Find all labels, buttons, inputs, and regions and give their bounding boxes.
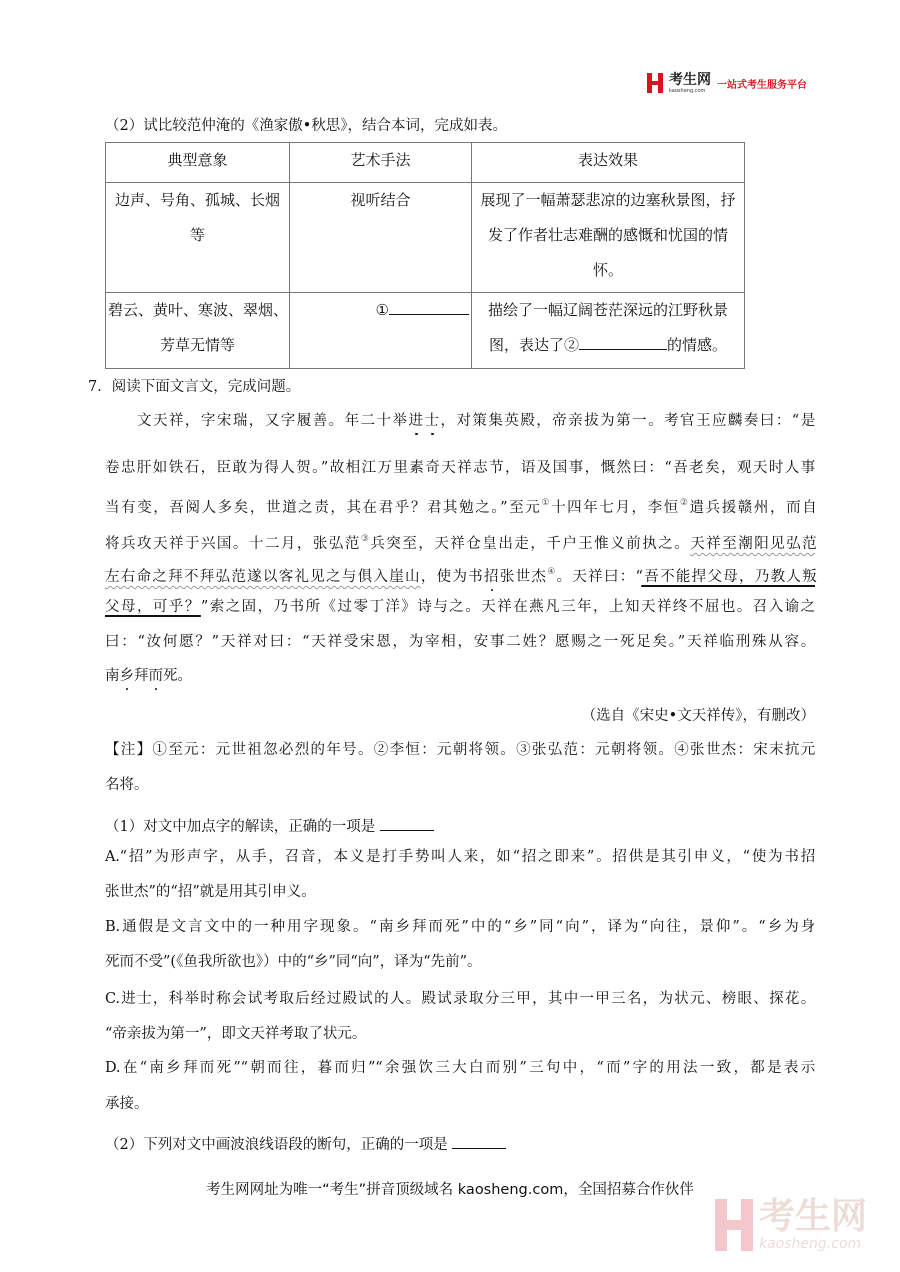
header-logo xyxy=(647,72,807,94)
option-b-cont: 死而不受”(《鱼我所欲也》）中的“乡”同“向”，译为“先前”。 xyxy=(105,954,482,970)
cell-text: 碧云、黄叶、寒波、翠烟、 xyxy=(108,301,289,319)
table-header: 表达效果 xyxy=(472,143,745,183)
passage-text: 十四年七月，李恒 xyxy=(551,500,680,516)
note-marker: ① xyxy=(541,498,552,508)
passage-text: 曰：“汝何愿？”天祥对曰：“天祥受宋恩，为宰相，安事二姓？愿赐之一死足矣。”天祥临刑殊从容。 xyxy=(105,634,815,650)
question-7-title: 7．阅读下面文言文，完成问题。 xyxy=(88,379,301,395)
watermark-brand: 考生网 xyxy=(759,1196,868,1237)
blank-marker: ① xyxy=(375,301,389,319)
passage-text: 张世杰 xyxy=(499,569,548,585)
passage-text: 南 xyxy=(105,668,120,684)
note-marker: ③ xyxy=(360,534,371,544)
table-row xyxy=(106,183,745,293)
cell-text: 怀。 xyxy=(592,261,623,279)
logo-mark-icon xyxy=(647,73,663,93)
option-a: A.“招”为形声字，从手，召音，本义是打手势叫人来，如“招之即来”。招供是其引申义，“使为书招 xyxy=(105,849,815,865)
dotted-char: 招 xyxy=(484,569,500,585)
passage-source: （选自《宋史•文天祥传》，有删改） xyxy=(581,708,815,724)
table-cell: 视听结合 xyxy=(290,183,472,293)
sub-question-1 xyxy=(105,812,815,837)
cell-text: 描绘了一幅辽阔苍茫深远的江野秋景 xyxy=(487,301,728,319)
comparison-table xyxy=(105,142,745,369)
option-d-cont: 承接。 xyxy=(105,1096,149,1112)
dotted-char: 士 xyxy=(424,413,441,429)
option-c: C.进士，科举时称会试考取后经过殿试的人。殿试录取分三甲，其中一甲三名，为状元、榜眼、探花。 xyxy=(105,991,815,1007)
passage-text: 卷忠肝如铁石，臣敢为得人贺。”故相江万里素奇天祥志节，语及国事，慨然曰：“吾老矣，观天时人事 xyxy=(105,460,815,476)
wavy-underlined-text: 天祥至潮阳见弘范 xyxy=(690,536,815,552)
question-text: （1）对文中加点字的解读，正确的一项是 xyxy=(105,819,376,835)
answer-blank-1[interactable] xyxy=(389,296,469,315)
table-cell xyxy=(290,293,472,369)
logo-domain: kaosheng.com xyxy=(669,88,706,94)
passage-text: ，对策集英殿，帝亲拔为第一。考官王应麟奏曰：“是 xyxy=(440,413,815,429)
watermark-mark-icon xyxy=(715,1199,753,1251)
watermark-logo xyxy=(715,1198,867,1252)
passage-text: ，使为书 xyxy=(420,569,485,585)
page-footer: 考生网网址为唯一“考生”拼音顶级域名 kaosheng.com，全国招募合作伙伴 xyxy=(206,1182,694,1198)
dotted-char: 而 xyxy=(148,668,163,684)
answer-blank-2[interactable] xyxy=(579,331,667,350)
table-row xyxy=(106,293,745,369)
passage-line xyxy=(105,493,815,518)
passage-text: 将兵攻天祥于兴国。十二月，张弘范 xyxy=(105,536,361,552)
cell-text: 边声、号角、孤城、长烟 xyxy=(114,191,280,209)
cell-text: 芳草无情等 xyxy=(159,336,235,354)
passage-text: 当有变，吾阅人多矣，世道之责，其在君乎？君其勉之。”至元 xyxy=(105,500,542,516)
cell-text: 发了作者壮志难酬的感慨和忧国的情 xyxy=(487,226,728,244)
table-cell xyxy=(106,183,290,293)
passage-line xyxy=(105,529,815,554)
logo-slogan: 一站式考生服务平台 xyxy=(717,79,807,91)
table-cell xyxy=(472,183,745,293)
underlined-text: 吾不能捍父母，乃教人叛 xyxy=(641,569,816,585)
answer-blank[interactable] xyxy=(452,1130,506,1149)
option-c-cont: “帝亲拔为第一”，即文天祥考取了状元。 xyxy=(105,1026,367,1042)
passage-text: 遣兵援赣州，而自 xyxy=(689,500,815,516)
sub-question-2 xyxy=(105,1130,815,1155)
passage-line xyxy=(137,411,815,431)
cell-text: 的情感。 xyxy=(667,336,728,354)
passage-text: 拜 xyxy=(134,668,149,684)
question-6-2-prompt: （2）试比较范仲淹的《渔家傲•秋思》，结合本词，完成如表。 xyxy=(105,118,508,134)
passage-line xyxy=(105,458,815,478)
table-header: 艺术手法 xyxy=(290,143,472,183)
cell-text xyxy=(474,328,742,363)
passage-line xyxy=(105,666,815,686)
logo-brand: 考生网 xyxy=(669,72,711,88)
note-marker: ④ xyxy=(547,567,557,577)
dotted-char: 进 xyxy=(408,413,425,429)
note-line: 名将。 xyxy=(105,777,149,793)
watermark-domain: kaosheng.com xyxy=(759,1236,862,1252)
option-b: B.通假是文言文中的一种用字现象。“南乡拜而死”中的“乡”同“向”，译为“向往，景仰”。“乡为身 xyxy=(105,919,815,935)
passage-text: 兵突至，天祥仓皇出走，千户王惟义前执之。 xyxy=(370,536,691,552)
option-a-cont: 张世杰”的“招”就是用其引申义。 xyxy=(105,884,316,900)
question-text: （2）下列对文中画波浪线语段的断句，正确的一项是 xyxy=(105,1137,448,1153)
wavy-underlined-text: 左右命之拜不拜弘范遂以客礼见之与俱入崖山 xyxy=(105,569,421,585)
dotted-char: 乡 xyxy=(119,668,134,684)
underlined-text: 父母，可乎？ xyxy=(105,599,201,615)
passage-line xyxy=(105,597,815,617)
cell-text: 等 xyxy=(189,226,205,244)
passage-line xyxy=(105,632,815,652)
passage-text: ”索之固，乃书所《过零丁洋》诗与之。天祥在燕凡三年，上知天祥终不屈也。召入谕之 xyxy=(200,599,815,615)
table-cell xyxy=(472,293,745,369)
option-d: D.在“南乡拜而死”“朝而往，暮而归”“余强饮三大白而别”三句中，“而”字的用法一致，都是表示 xyxy=(105,1060,815,1076)
note-line: 【注】①至元：元世祖忽必烈的年号。②李恒：元朝将领。③张弘范：元朝将领。④张世杰：宋末抗元 xyxy=(105,742,815,758)
table-cell xyxy=(106,293,290,369)
passage-line xyxy=(105,562,815,587)
cell-text: 展现了一幅萧瑟悲凉的边塞秋景图，抒 xyxy=(480,191,736,209)
answer-blank[interactable] xyxy=(380,812,434,831)
table-header: 典型意象 xyxy=(106,143,290,183)
table-header-row xyxy=(106,143,745,183)
passage-text: 文天祥，字宋瑞，又字履善。年二十举 xyxy=(137,413,409,429)
note-marker: ② xyxy=(679,498,690,508)
passage-text: 。天祥曰：“ xyxy=(556,569,642,585)
passage-text: 死。 xyxy=(163,668,192,684)
cell-text: 图，表达了② xyxy=(488,336,579,354)
